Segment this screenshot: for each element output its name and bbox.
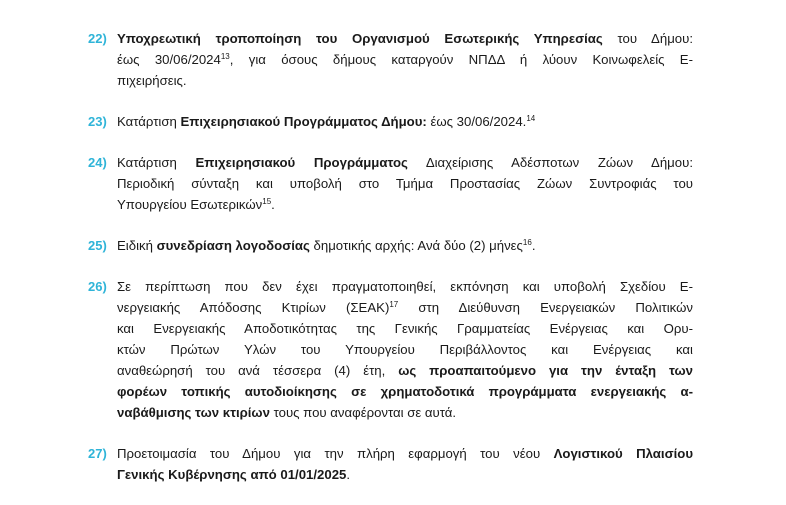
item-number: 27): [88, 446, 107, 461]
item-bold-text: ναβάθμισης των κτιρίων: [117, 405, 270, 420]
item-bold-text: φορέων τοπικής αυτοδιοίκησης σε χρηματοδοτικά προγράμματα ενεργειακής α-: [117, 384, 693, 399]
item-number: 24): [88, 155, 107, 170]
item-number: 22): [88, 31, 107, 46]
item-bold-text: Επιχειρησιακού Προγράμματος Δήμου:: [180, 114, 427, 129]
item-text: Προετοιμασία του Δήμου για την πλήρη εφαρμογή του νέου Λογιστικού Πλαισίου Γενικής Κυβέρνησης από 01/01/2025.: [117, 446, 693, 482]
footnote-ref[interactable]: 17: [389, 300, 399, 309]
item-number: 23): [88, 114, 107, 129]
item-text: Ειδική συνεδρίαση λογοδοσίας δημοτικής αρχής: Ανά δύο (2) μήνες$^{16}$.: [117, 238, 536, 253]
item-text: Υποχρεωτική τροποποίηση του Οργανισμού Εσωτερικής Υπηρεσίας του Δήμου: έως 30/06/2024$^{13}$, για όσους δήμους καταργούν ΝΠΔΔ ή λύουν Κοινωφελείς Ε- πιχειρήσεις.: [117, 31, 693, 88]
list-item: [0, 235, 786, 256]
item-bold-text: Επιχειρησιακού Προγράμματος: [195, 155, 408, 170]
numbered-list: [0, 28, 786, 505]
footnote-ref[interactable]: 13: [220, 52, 230, 61]
list-item: [0, 152, 786, 215]
item-bold-text: ως προαπαιτούμενο για την ένταξη των: [398, 363, 693, 378]
footnote-ref[interactable]: 15: [262, 197, 272, 206]
footnote-ref[interactable]: 16: [522, 238, 532, 247]
item-bold-text: Υποχρεωτική τροποποίηση του Οργανισμού Εσωτερικής Υπηρεσίας: [117, 31, 603, 46]
list-item: [0, 28, 786, 91]
list-item: [0, 443, 786, 485]
item-text: Κατάρτιση Επιχειρησιακού Προγράμματος Διαχείρισης Αδέσποτων Ζώων Δήμου: Περιοδική σύνταξη και υποβολή στο Τμήμα Προστασίας Ζώων Συντροφιάς του Υπουργείου Εσωτερικών$^{15}$.: [117, 155, 693, 212]
list-item: [0, 276, 786, 423]
item-number: 25): [88, 238, 107, 253]
item-bold-text: συνεδρίαση λογοδοσίας: [156, 238, 310, 253]
item-number: 26): [88, 279, 107, 294]
list-item: [0, 111, 786, 132]
item-bold-text: Γενικής Κυβέρνησης από 01/01/2025: [117, 467, 347, 482]
item-text: Σε περίπτωση που δεν έχει πραγματοποιηθεί, εκπόνηση και υποβολή Σχεδίου Ε- νεργειακής Απόδοσης Κτιρίων $(\Sigma EAK)^{17}$ στη Διεύθυνση Ενεργειακών Πολιτικών και Ενεργειακής Αποδοτικότητας της Γενικής Γραμματείας Ενέργειας και Ορυ- κτών Πρώτων Υλών του Υπουργείου Περιβάλλοντος και Ενέργειας και αναθεώρησή του ανά τέσσερα (4) έτη, ως προαπαιτούμενο για την ένταξη των φορέων τοπικής αυτοδιοίκησης σε χρηματοδοτικά προγράμματα ενεργειακής α- ναβάθμισης των κτιρίων τους που αναφέρονται σε αυτά.: [117, 279, 693, 420]
item-text: Κατάρτιση Επιχειρησιακού Προγράμματος Δήμου: έως 30/06/2024.14: [117, 114, 536, 129]
item-bold-text: Λογιστικού Πλαισίου: [553, 446, 693, 461]
footnote-ref[interactable]: 14: [526, 114, 536, 123]
